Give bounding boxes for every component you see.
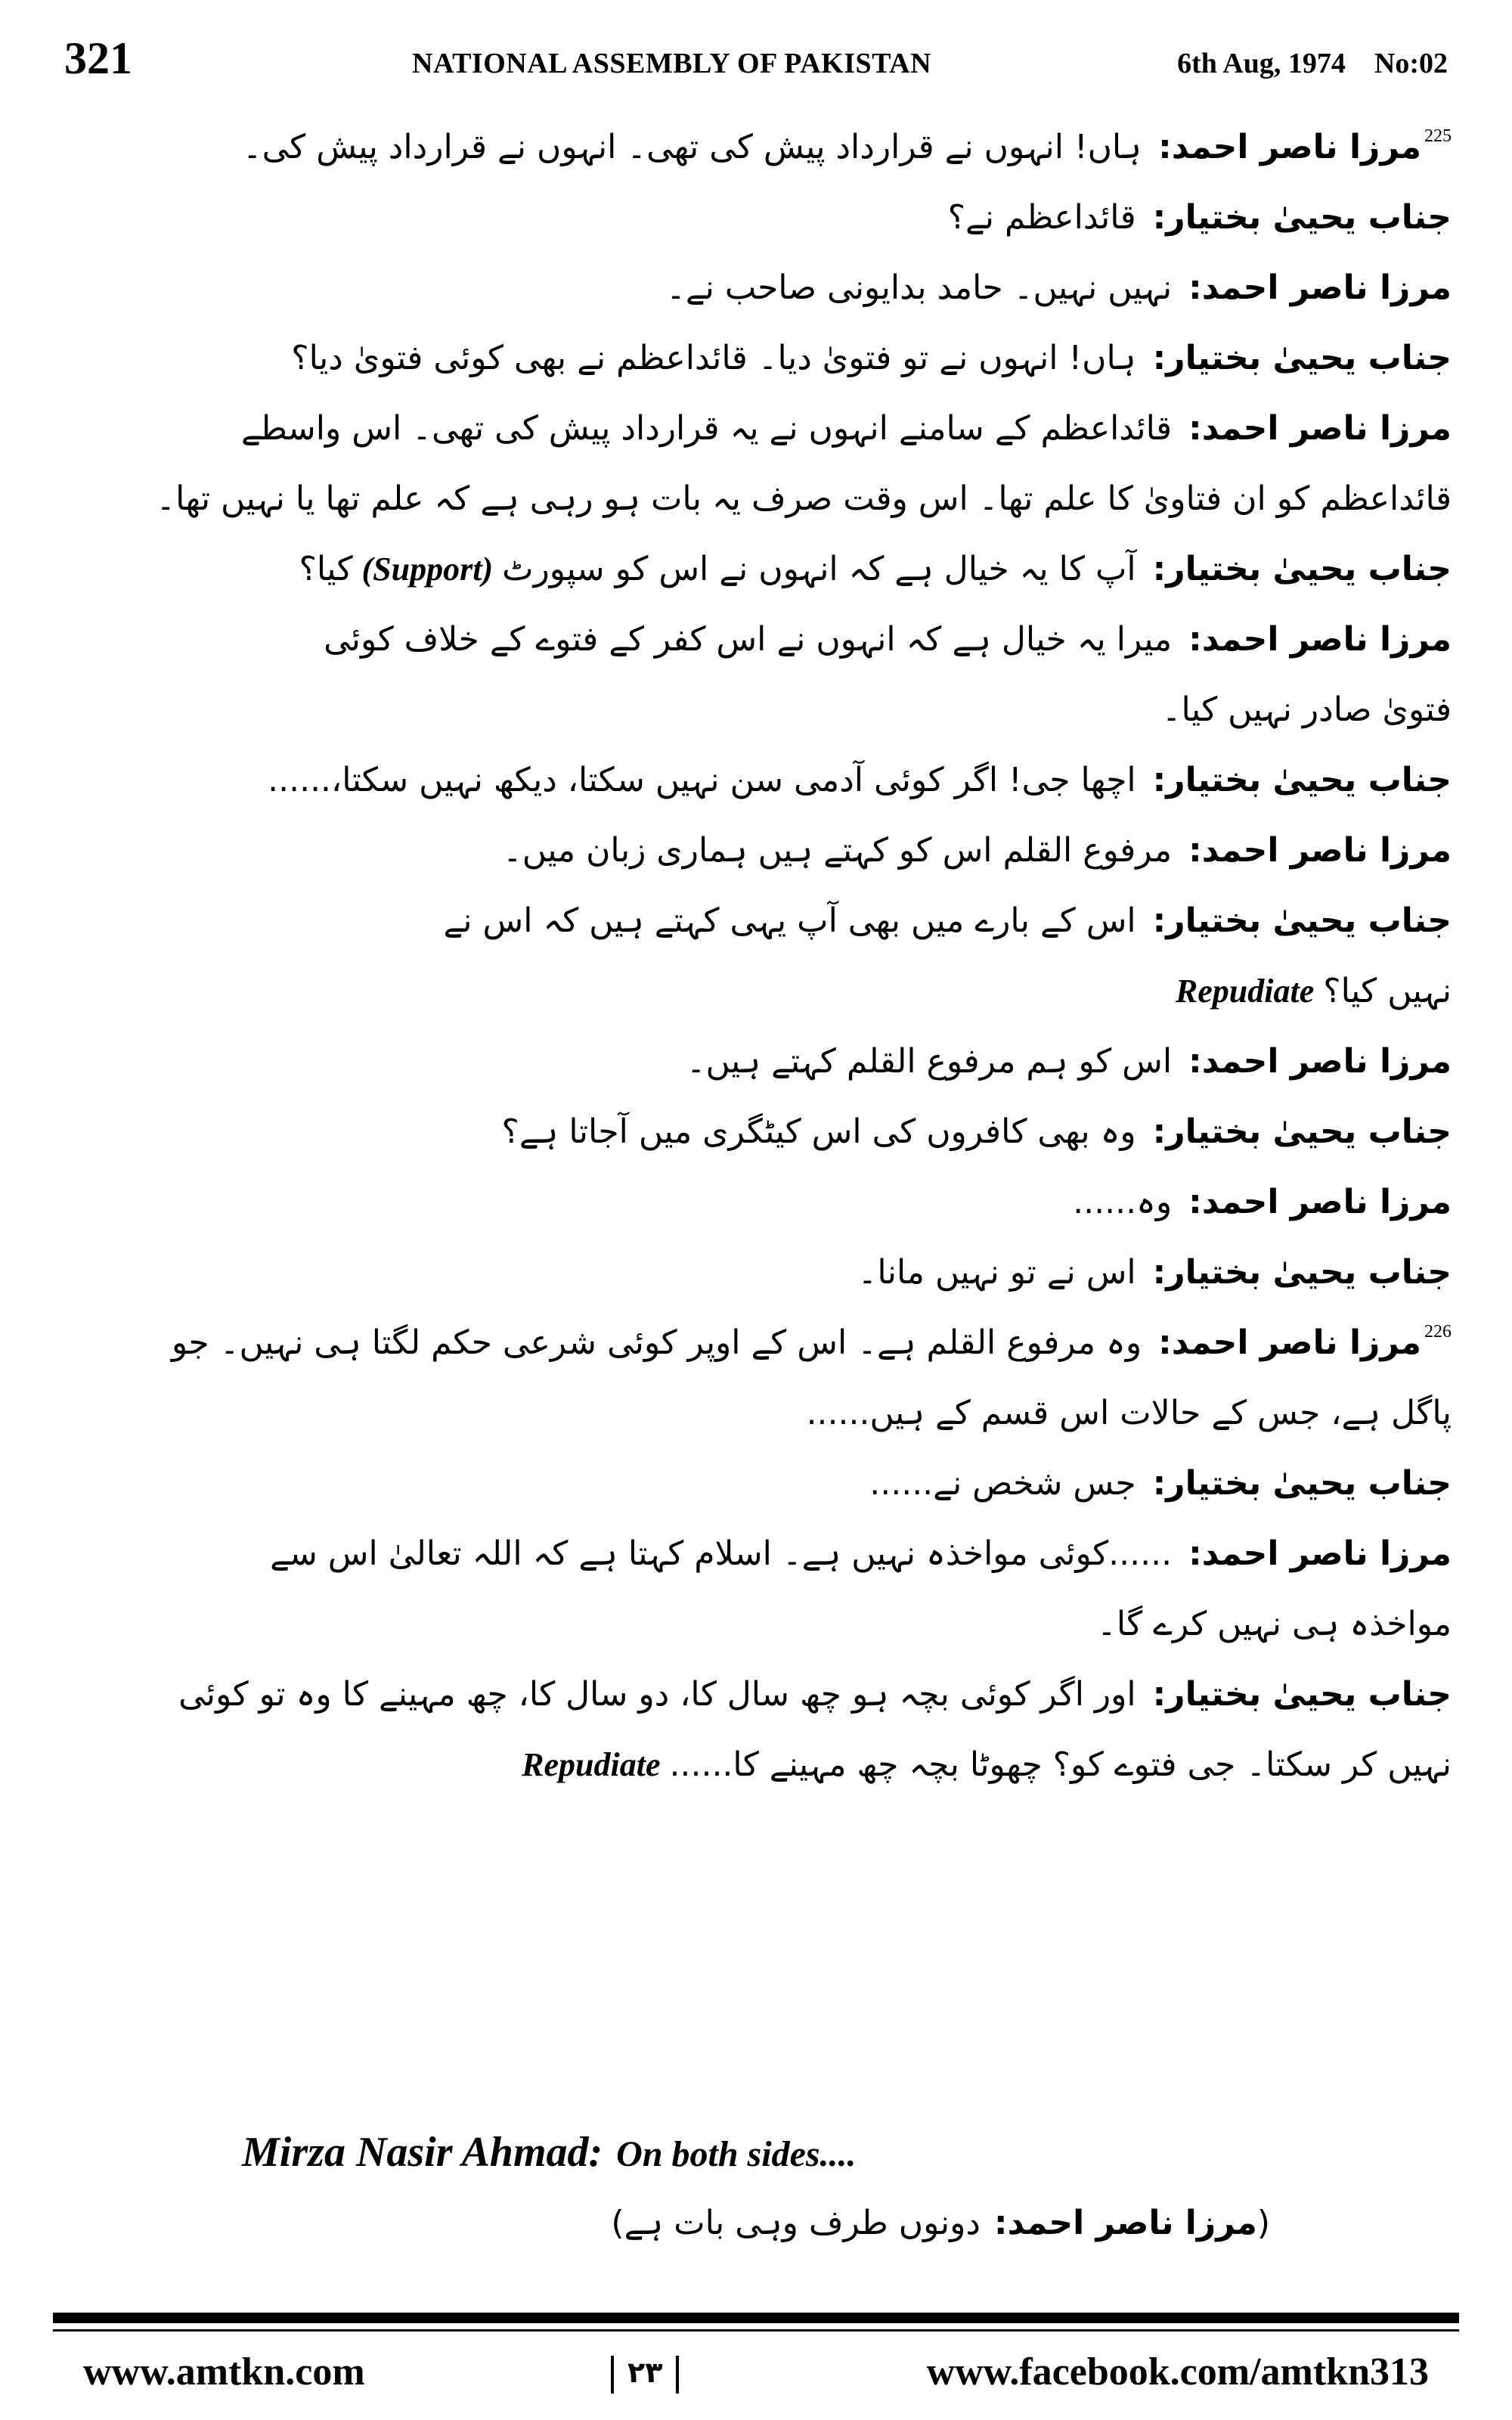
header-number: No:02 [1374,48,1448,79]
speech-line [68,1167,1452,1237]
footer-rule-thick [53,2313,1459,2323]
transcript-body [68,112,1452,1800]
speech-text-before: آپ کا یہ خیال ہے کہ انہوں نے اس کو سپورٹ [502,550,1136,588]
speech-line [68,604,1452,675]
urdu-translation [611,2189,1270,2257]
speech-line [68,182,1452,253]
speaker-name: جناب یحییٰ بختیار: [1152,198,1452,237]
footer-rule-thin [53,2329,1459,2332]
speech-line [68,534,1452,604]
speech-line [68,886,1452,956]
speech-text: میرا یہ خیال ہے کہ انہوں نے اس کفر کے فتوے کے خلاف کوئی [324,620,1173,659]
english-term: (Support) [361,551,494,588]
continuation-line [68,675,1452,745]
footer-facebook-link[interactable]: www.facebook.com/amtkn313 [926,2350,1429,2394]
speaker-name: مرزا ناصر احمد: [1188,1534,1452,1573]
continuation-line [68,1730,1452,1800]
speech-text: ......کوئی مواخذہ نہیں ہے۔ اسلام کہتا ہے کہ اللہ تعالیٰ اس سے [270,1534,1173,1573]
speech-text: اس نے تو نہیں مانا۔ [857,1253,1136,1292]
english-term: Repudiate [1175,973,1315,1010]
speech-line [68,1308,1452,1378]
speech-text: اس کے بارے میں بھی آپ یہی کہتے ہیں کہ اس نے [443,901,1136,940]
english-statement [242,2118,1300,2187]
speech-text: قائداعظم کے سامنے انہوں نے یہ قرارداد پیش کی تھی۔ اس واسطے [241,409,1173,448]
speech-text: قائداعظم کو ان فتاویٰ کا علم تھا۔ اس وقت صرف یہ بات ہو رہی ہے کہ علم تھا یا نہیں تھا۔ [156,479,1452,518]
footnote-marker: 225 [1424,126,1452,146]
speaker-name: مرزا ناصر احمد: [1188,620,1452,659]
speech-line [68,1237,1452,1308]
speaker-name: جناب یحییٰ بختیار: [1152,1112,1452,1151]
speech-text: فتویٰ صادر نہیں کیا۔ [1161,690,1452,729]
speech-text-after: کیا؟ [299,550,353,588]
speech-line [68,323,1452,393]
continuation-line [68,956,1452,1026]
speech-line [68,1097,1452,1167]
speech-text: ہاں! انہوں نے قرارداد پیش کی تھی۔ انہوں نے قرارداد پیش کی۔ [242,128,1142,166]
speech-line [68,253,1452,323]
speech-text: مرفوع القلم اس کو کہتے ہیں ہماری زبان میں۔ [503,831,1173,870]
speech-text: قائداعظم نے؟ [947,198,1136,237]
page-header [64,32,1448,92]
footnote-marker: 226 [1424,1322,1452,1342]
speech-line [68,745,1452,815]
speech-line [68,815,1452,886]
speaker-name: جناب یحییٰ بختیار: [1152,1675,1452,1714]
speech-line [68,112,1452,182]
header-title: NATIONAL ASSEMBLY OF PAKISTAN [412,48,932,79]
continuation-line [68,1378,1452,1448]
english-term: Repudiate [522,1746,661,1783]
footer-website-link[interactable]: www.amtkn.com [83,2350,365,2394]
speaker-name: مرزا ناصر احمد: [1188,409,1452,448]
speaker-name: مرزا ناصر احمد: [1188,831,1452,870]
speech-line [68,1026,1452,1097]
speaker-name: مرزا ناصر احمد: [1188,1183,1452,1221]
english-text: On both sides.... [616,2134,857,2174]
speech-text: ہاں! انہوں نے تو فتویٰ دیا۔ قائداعظم نے بھی کوئی فتویٰ دیا؟ [291,339,1136,377]
speaker-name: مرزا ناصر احمد: [1158,1323,1421,1362]
footer-separator-left [611,2356,614,2394]
speech-line [68,1448,1452,1519]
footer-separator-right [676,2356,679,2394]
speech-text: اچھا جی! اگر کوئی آدمی سن نہیں سکتا، دیکھ نہیں سکتا،...... [268,761,1136,799]
speech-text: اور اگر کوئی بچہ ہو چھ سال کا، دو سال کا، چھ مہینے کا وہ تو کوئی [178,1675,1136,1714]
header-date: 6th Aug, 1974 [1177,48,1346,79]
speaker-name: جناب یحییٰ بختیار: [1152,339,1452,377]
translation-speaker: مرزا ناصر احمد: [993,2204,1257,2242]
speaker-name: جناب یحییٰ بختیار: [1152,1464,1452,1503]
speech-text: مواخذہ ہی نہیں کرے گا۔ [1097,1605,1452,1643]
speech-text: نہیں نہیں۔ حامد بدایونی صاحب نے۔ [666,268,1173,307]
speech-line [68,1519,1452,1589]
speech-line [68,393,1452,464]
speech-text: جس شخص نے...... [869,1464,1136,1503]
speech-text: پاگل ہے، جس کے حالات اس قسم کے ہیں...... [806,1394,1452,1432]
speech-text: وہ...... [1073,1183,1173,1221]
speech-text-after: نہیں کر سکتا۔ جی فتوے کو؟ چھوٹا بچہ چھ مہینے کا...... [669,1745,1452,1784]
speech-text: اس کو ہم مرفوع القلم کہتے ہیں۔ [686,1042,1173,1081]
translation-close: ) [611,2204,624,2242]
page-footer [68,2344,1444,2400]
speaker-name: مرزا ناصر احمد: [1188,1042,1452,1081]
speech-text-after: نہیں کیا؟ [1323,972,1452,1010]
speaker-name: جناب یحییٰ بختیار: [1152,550,1452,588]
speech-line [68,1659,1452,1730]
footer-page-label: ۲۳ [627,2356,663,2389]
translation-open: ( [1256,2204,1270,2242]
translation-text: دونوں طرف وہی بات ہے [624,2204,981,2242]
header-date-number [1177,45,1448,82]
speaker-name: مرزا ناصر احمد: [1188,268,1452,307]
speech-text: وہ مرفوع القلم ہے۔ اس کے اوپر کوئی شرعی حکم لگتا ہی نہیں۔ جو [171,1323,1142,1362]
footer-page-number [597,2344,692,2400]
english-speaker: Mirza Nasir Ahmad: [242,2129,603,2176]
page-number: 321 [64,33,132,83]
speaker-name: جناب یحییٰ بختیار: [1152,761,1452,799]
speaker-name: مرزا ناصر احمد: [1158,128,1421,166]
speaker-name: جناب یحییٰ بختیار: [1152,901,1452,940]
speech-text: وہ بھی کافروں کی اس کیٹگری میں آجاتا ہے؟ [501,1112,1136,1151]
continuation-line [68,464,1452,534]
speaker-name: جناب یحییٰ بختیار: [1152,1253,1452,1292]
continuation-line [68,1589,1452,1659]
